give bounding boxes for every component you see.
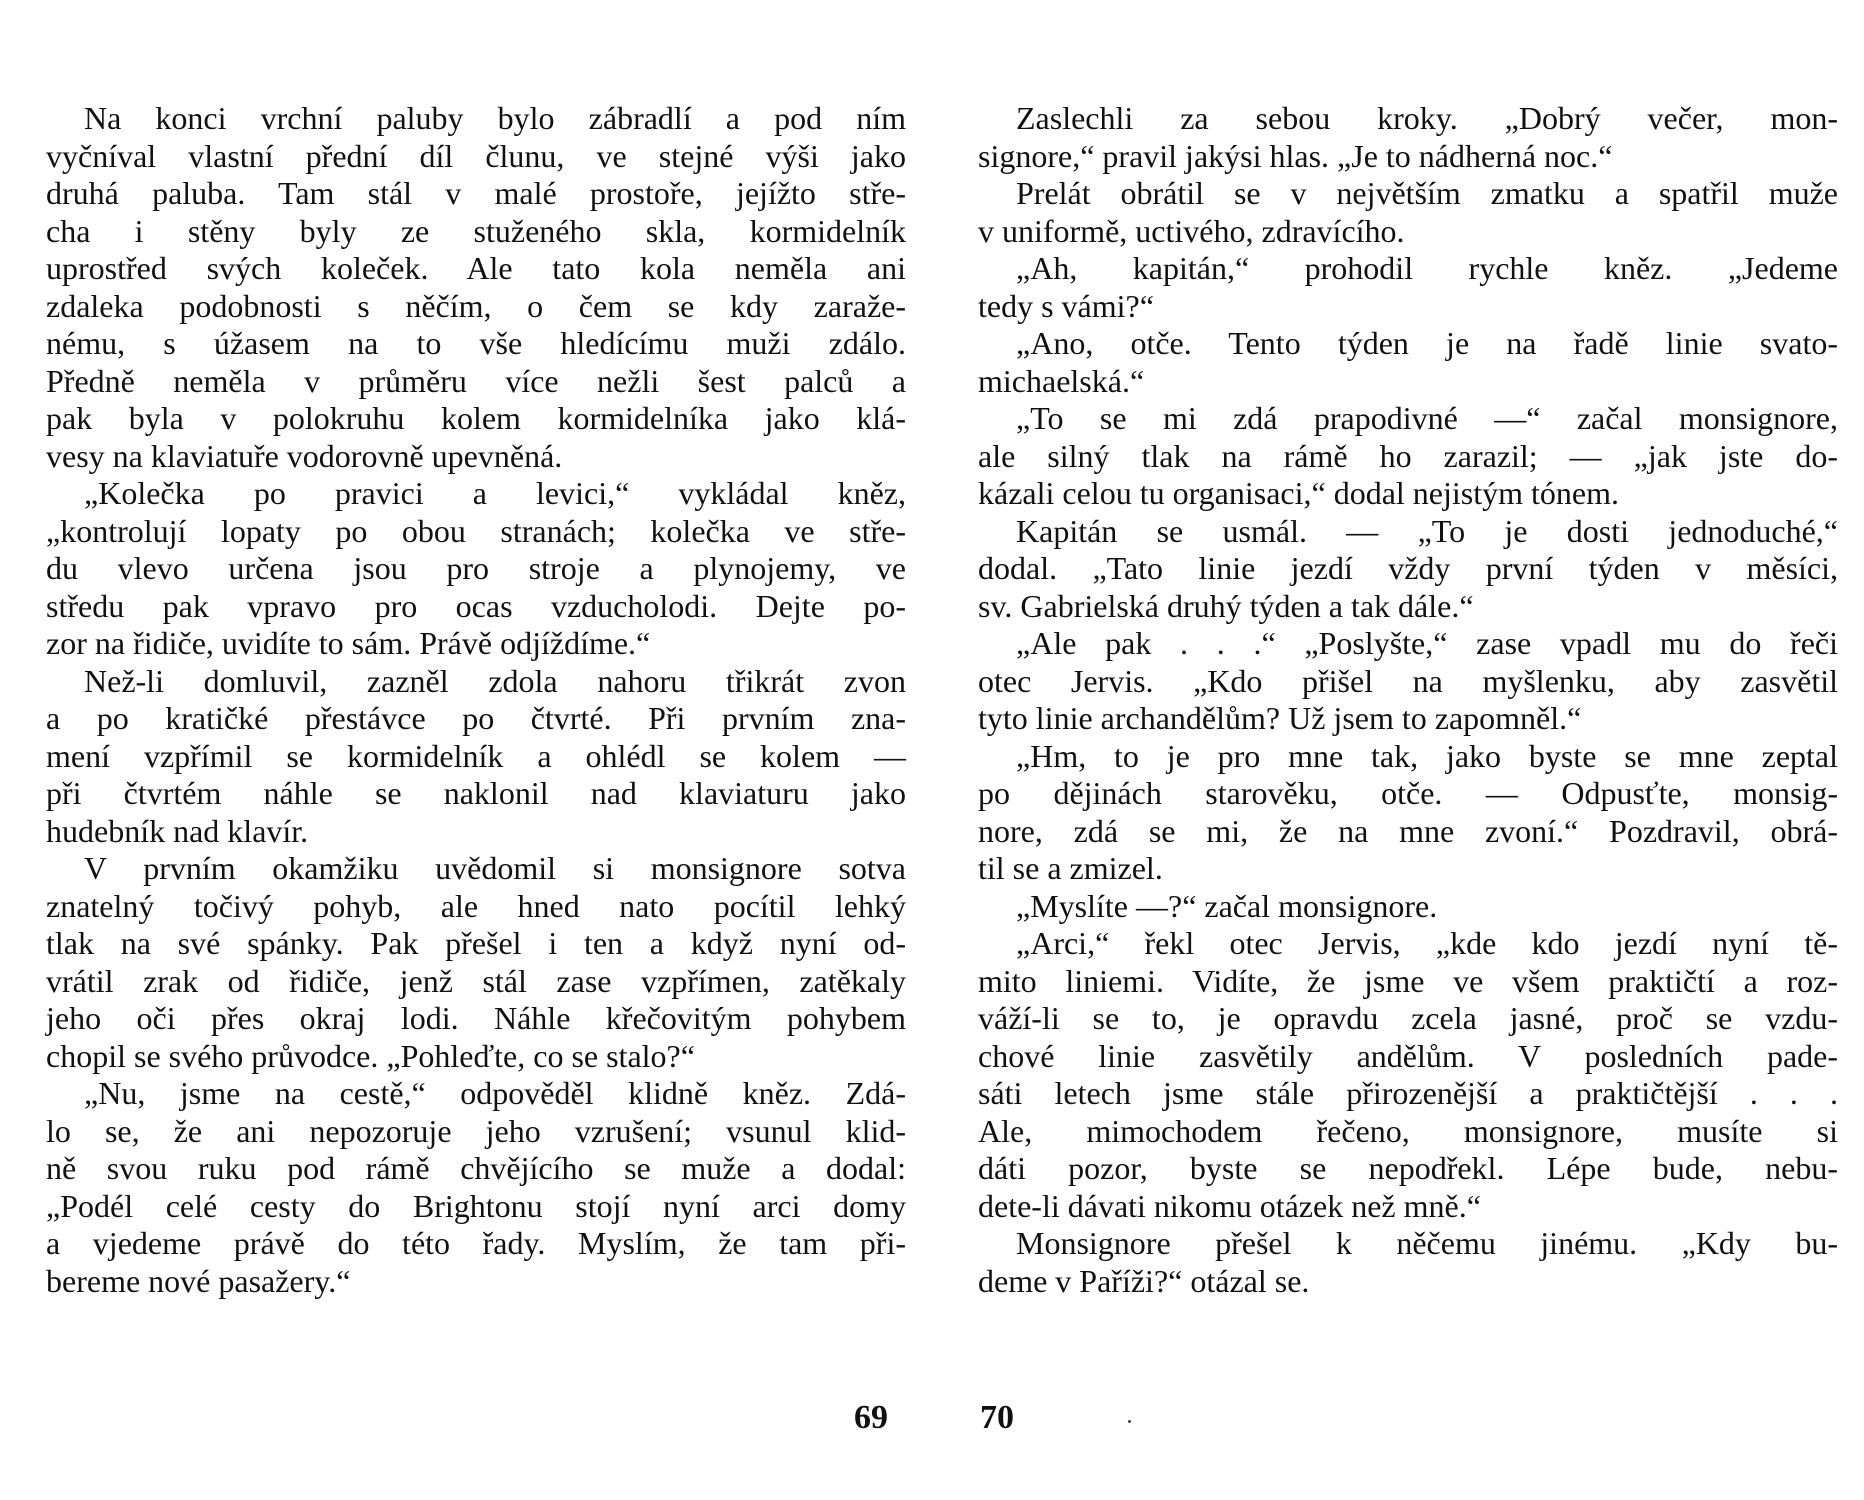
text-line: „Ah, kapitán,“ prohodil rychle kněz. „Jedeme [1016,250,1838,286]
text-line: „Nu, jsme na cestě,“ odpověděl klidně kněz. Zdá- [84,1075,906,1111]
text-line: znatelný točivý pohyb, ale hned nato pocítil lehký [46,887,906,924]
text-line: Zaslechli za sebou kroky. „Dobrý večer, mon- [1016,100,1838,136]
text-line: dete-li dávati nikomu otázek než mně.“ [978,1187,1481,1224]
text-line: Ale, mimochodem řečeno, monsignore, musíte si [978,1112,1838,1149]
text-line: „Podél celé cesty do Brightonu stojí nyní arci domy [46,1187,906,1224]
text-line: „Arci,“ řekl otec Jervis, „kde kdo jezdí nyní tě- [1016,925,1838,961]
text-line: po dějinách starověku, otče. — Odpusťte, monsig- [978,775,1838,811]
text-line: vyčníval vlastní přední díl člunu, ve stejné výši jako [46,137,906,174]
text-line: váží-li se to, je opravdu zcela jasné, proč se vzdu- [978,1000,1838,1036]
text-line: „Kolečka po pravici a levici,“ vykládal kněz, [84,475,906,511]
text-line: dáti pozor, byste se nepodřekl. Lépe bude, nebu- [978,1150,1838,1186]
text-line: středu pak vpravo pro ocas vzducholodi. Dejte po- [46,587,906,624]
text-line: chové linie zasvětily andělům. V posledních pade- [978,1037,1838,1074]
text-line: kázali celou tu organisaci,“ dodal nejistým tónem. [978,475,1619,511]
text-line: „To se mi zdá prapodivné —“ začal monsignore, [1016,400,1838,436]
text-line: druhá paluba. Tam stál v malé prostoře, jejížto stře- [46,175,906,211]
text-line: pak byla v polokruhu kolem kormidelníka jako klá- [46,400,906,436]
text-line: Na konci vrchní paluby bylo zábradlí a pod ním [84,100,906,136]
text-line: Prelát obrátil se v největším zmatku a spatřil muže [1016,175,1838,211]
text-line: „kontrolují lopaty po obou stranách; kolečka ve stře- [46,512,906,549]
text-line: „Ano, otče. Tento týden je na řadě linie svato- [1016,325,1838,361]
text-line: vrátil zrak od řidiče, jenž stál zase vzpřímen, zatěkaly [46,962,906,999]
ink-speck [1128,1420,1131,1423]
left-page-number: 69 [854,1399,888,1436]
text-line: V prvním okamžiku uvědomil si monsignore sotva [84,850,906,886]
text-line: vesy na klaviatuře vodorovně upevněná. [46,437,563,474]
text-line: chopil se svého průvodce. „Pohleďte, co se stalo?“ [46,1037,695,1074]
text-line: uprostřed svých koleček. Ale tato kola neměla ani [46,250,906,286]
text-line: lo se, že ani nepozoruje jeho vzrušení; vsunul klid- [46,1112,906,1149]
text-line: tedy s vámi?“ [978,287,1154,324]
text-line: zdaleka podobnosti s něčím, o čem se kdy zaraže- [46,287,906,324]
text-line: sáti letech jsme stále přirozenější a praktičtější . . . [978,1075,1838,1111]
text-line: tlak na své spánky. Pak přešel i ten a když nyní od- [46,925,906,961]
text-line: Monsignore přešel k něčemu jinému. „Kdy bu- [1016,1225,1838,1261]
text-line: a po kratičké přestávce po čtvrté. Při prvním zna- [46,700,906,736]
left-page-text [46,100,906,1300]
right-page-text [978,100,1838,1300]
text-line: tyto linie archandělům? Už jsem to zapomněl.“ [978,700,1582,736]
text-line: signore,“ pravil jakýsi hlas. „Je to nádherná noc.“ [978,137,1613,174]
text-line: otec Jervis. „Kdo přišel na myšlenku, aby zasvětil [978,662,1838,699]
text-line: du vlevo určena jsou pro stroje a plynojemy, ve [46,550,906,586]
text-line: v uniformě, uctivého, zdravícího. [978,212,1405,249]
text-line: deme v Paříži?“ otázal se. [978,1262,1310,1299]
text-line: „Hm, to je pro mne tak, jako byste se mne zeptal [1016,737,1838,774]
text-line: Než-li domluvil, zazněl zdola nahoru třikrát zvon [84,662,906,699]
text-line: „Myslíte —?“ začal monsignore. [1016,887,1438,924]
text-line: Kapitán se usmál. — „To je dosti jednoduché,“ [1016,512,1838,549]
text-line: michaelská.“ [978,362,1145,399]
text-line: nému, s úžasem na to vše hledícímu muži zdálo. [46,325,906,361]
text-line: zor na řidiče, uvidíte to sám. Právě odjíždíme.“ [46,625,651,661]
text-line: a vjedeme právě do této řady. Myslím, že tam při- [46,1225,906,1261]
text-line: mení vzpřímil se kormidelník a ohlédl se kolem — [46,737,906,774]
text-line: bereme nové pasažery.“ [46,1262,351,1299]
text-line: „Ale pak . . .“ „Poslyšte,“ zase vpadl mu do řeči [1016,625,1838,661]
text-line: Předně neměla v průměru více nežli šest palců a [46,362,906,399]
text-line: jeho oči přes okraj lodi. Náhle křečovitým pohybem [46,1000,906,1036]
text-line: ně svou ruku pod rámě chvějícího se muže a dodal: [46,1150,906,1186]
text-line: hudebník nad klavír. [46,812,309,849]
text-line: cha i stěny byly ze stuženého skla, kormidelník [46,212,906,249]
right-page-number: 70 [980,1399,1014,1436]
text-line: nore, zdá se mi, že na mne zvoní.“ Pozdravil, obrá- [978,812,1838,849]
text-line: sv. Gabrielská druhý týden a tak dále.“ [978,587,1474,624]
text-line: dodal. „Tato linie jezdí vždy první týden v měsíci, [978,550,1838,586]
text-line: mito liniemi. Vidíte, že jsme ve všem praktičtí a roz- [978,962,1838,999]
text-line: při čtvrtém náhle se naklonil nad klaviaturu jako [46,775,906,811]
text-line: ale silný tlak na rámě ho zarazil; — „jak jste do- [978,437,1838,474]
text-line: til se a zmizel. [978,850,1163,886]
